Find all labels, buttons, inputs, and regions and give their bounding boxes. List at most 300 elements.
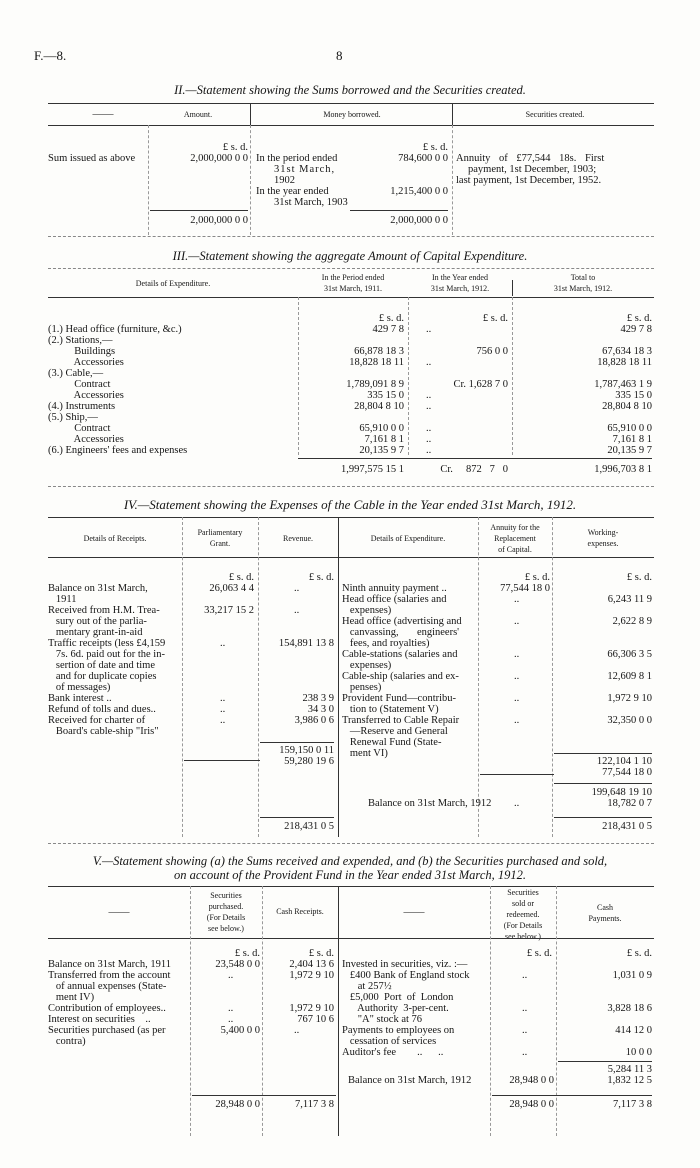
col-divider <box>452 103 453 125</box>
total-to-1912: 1,996,703 8 1 <box>594 464 652 475</box>
value: 154,891 13 8 <box>278 638 334 649</box>
text-line: 31st March, 1912. <box>430 284 490 293</box>
rule <box>192 1095 336 1096</box>
value: 238 3 9 <box>302 693 334 704</box>
text-line: Cash <box>597 903 613 912</box>
label: expenses) <box>342 605 392 616</box>
rule <box>260 817 334 818</box>
value <box>184 671 254 682</box>
value <box>184 649 254 660</box>
text-line: 31st March, 1912. <box>553 284 613 293</box>
rule <box>480 774 554 775</box>
value <box>492 992 552 1003</box>
label: £5,000 Port of London <box>342 992 454 1003</box>
value: 1,031 0 9 <box>612 970 652 981</box>
units: £ s. d. <box>308 948 334 959</box>
label: contra) <box>48 1036 86 1047</box>
cash-receipt-values <box>264 959 334 1047</box>
value <box>512 368 652 379</box>
value <box>184 726 254 737</box>
rule <box>554 783 652 784</box>
value <box>264 992 334 1003</box>
value <box>554 605 652 616</box>
expenditure-labels <box>48 324 298 456</box>
value: 3,986 0 6 <box>294 715 334 726</box>
value: 12,609 8 1 <box>607 671 652 682</box>
money-1902: 784,600 0 0 <box>398 153 448 164</box>
total-cash-receipts: 7,117 3 8 <box>295 1099 334 1110</box>
value: .. <box>514 616 520 627</box>
label: Received from H.M. Trea- <box>48 605 160 616</box>
value: .. <box>426 434 432 445</box>
statement-iii-title: III.—Statement showing the aggregate Amount of Capital Expenditure. <box>172 249 528 263</box>
payments-labels <box>342 959 490 1058</box>
balance-securities: 28,948 0 0 <box>509 1075 554 1086</box>
value: 23,548 0 0 <box>215 959 260 970</box>
value: 34 3 0 <box>307 704 334 715</box>
text-line: In the period ended <box>256 153 338 164</box>
label: 7s. 6d. paid out for the in- <box>48 649 165 660</box>
annuity-values <box>480 583 550 759</box>
value: 429 7 8 <box>372 324 404 335</box>
value <box>480 748 550 759</box>
text-line: Securities <box>210 891 242 900</box>
units: £ s. d. <box>626 948 652 959</box>
label: Securities purchased (as per <box>48 1025 166 1036</box>
value <box>260 594 334 605</box>
units-money: £ s. d. <box>422 142 448 153</box>
value <box>480 660 550 671</box>
value: 66,306 3 5 <box>607 649 652 660</box>
label: Auditor's fee .. .. <box>342 1047 444 1058</box>
value <box>412 335 508 346</box>
value <box>480 638 550 649</box>
working-sum: 199,648 19 10 <box>591 787 652 798</box>
text-line: (For Details <box>503 921 543 930</box>
expenditure-labels <box>342 583 478 759</box>
page-number: 8 <box>336 48 343 63</box>
value <box>480 737 550 748</box>
value: .. <box>228 1003 234 1014</box>
col-header-dash: —— <box>403 907 425 918</box>
value <box>260 671 334 682</box>
col-divider <box>250 125 251 235</box>
value <box>260 682 334 693</box>
value: .. <box>294 583 300 594</box>
value <box>260 660 334 671</box>
label: Accessories <box>48 390 124 401</box>
value: 10 0 0 <box>625 1047 652 1058</box>
rule <box>48 886 654 887</box>
value <box>480 726 550 737</box>
value: 2,404 13 6 <box>289 959 334 970</box>
label: (1.) Head office (furniture, &c.) <box>48 324 182 335</box>
value <box>184 627 254 638</box>
col-divider <box>452 125 453 235</box>
label: Cable-stations (salaries and <box>342 649 458 660</box>
value: 26,063 4 4 <box>209 583 254 594</box>
payments-subtotal: 5,284 11 3 <box>607 1064 652 1075</box>
rule <box>492 1095 652 1096</box>
rule <box>260 742 334 743</box>
col-header-money-borrowed: Money borrowed. <box>323 110 381 119</box>
page-header-ref: F.—8. <box>34 48 67 63</box>
value: .. <box>522 1047 528 1058</box>
text-line: payment, 1st December, 1903; <box>468 164 597 175</box>
col-header-period-1911 <box>298 273 408 295</box>
grant-values <box>184 583 254 737</box>
text-line: Parliamentary <box>197 528 243 537</box>
units: £ s. d. <box>234 948 260 959</box>
value <box>554 660 652 671</box>
col-divider <box>338 886 339 1136</box>
col-header-working <box>552 528 654 550</box>
value: .. <box>514 715 520 726</box>
value <box>260 649 334 660</box>
sold-values <box>492 959 552 1058</box>
value <box>558 959 652 970</box>
value <box>554 704 652 715</box>
value <box>492 1014 552 1025</box>
value: 28,804 8 10 <box>602 401 652 412</box>
value: 32,350 0 0 <box>607 715 652 726</box>
value <box>412 368 508 379</box>
col-header-dash: —— <box>92 109 114 120</box>
label: and for duplicate copies <box>48 671 157 682</box>
text-line: sold or <box>512 899 534 908</box>
col-divider <box>556 886 557 1136</box>
label: Balance on 31st March, <box>48 583 148 594</box>
value <box>512 412 652 423</box>
rule <box>48 938 654 939</box>
text-line: of Capital. <box>498 545 532 554</box>
label: —Reserve and General <box>342 726 448 737</box>
label: mentary grant-in-aid <box>48 627 143 638</box>
col-header-receipts: Details of Receipts. <box>83 534 147 543</box>
label: Authority 3-per-cent. <box>342 1003 449 1014</box>
value <box>192 992 260 1003</box>
value: 1,972 9 10 <box>289 1003 334 1014</box>
label: fees, and royalties) <box>342 638 430 649</box>
value: 7,161 8 1 <box>364 434 404 445</box>
col-period-1911-values <box>298 324 404 456</box>
label: Contribution of employees.. <box>48 1003 166 1014</box>
value: .. <box>220 704 226 715</box>
units: £ s. d. <box>626 313 652 324</box>
value: 414 12 0 <box>615 1025 652 1036</box>
label: Invested in securities, viz. :— <box>342 959 468 970</box>
money-total: 2,000,000 0 0 <box>390 215 448 226</box>
label: (6.) Engineers' fees and expenses <box>48 445 188 456</box>
receipts-labels <box>48 583 182 737</box>
col-header-amount: Amount. <box>183 110 213 119</box>
units-amount: £ s. d. <box>222 142 248 153</box>
value: 3,828 18 6 <box>607 1003 652 1014</box>
securities-created-text <box>456 153 604 186</box>
rule <box>48 517 654 518</box>
value: 77,544 18 0 <box>500 583 550 594</box>
value <box>558 992 652 1003</box>
value <box>554 682 652 693</box>
label: 1911 <box>48 594 77 605</box>
label: of annual expenses (State- <box>48 981 167 992</box>
text-line: In the Period ended <box>321 273 385 282</box>
value: 5,400 0 0 <box>220 1025 260 1036</box>
total-purchased: 28,948 0 0 <box>215 1099 260 1110</box>
revenue-subtotal: 159,150 0 11 <box>279 745 334 756</box>
label: tion to (Statement V) <box>342 704 439 715</box>
label: Renewal Fund (State- <box>342 737 442 748</box>
value: 65,910 0 0 <box>359 423 404 434</box>
value: 33,217 15 2 <box>204 605 254 616</box>
value: .. <box>426 390 432 401</box>
value <box>184 594 254 605</box>
value: 2,622 8 9 <box>612 616 652 627</box>
label: Payments to employees on <box>342 1025 455 1036</box>
label: Head office (advertising and <box>342 616 462 627</box>
label: Accessories <box>48 357 124 368</box>
value <box>554 627 652 638</box>
col-header-cash-payments <box>556 903 654 925</box>
text-line: (For Details <box>206 913 246 922</box>
label: Transferred from the account <box>48 970 171 981</box>
value <box>264 981 334 992</box>
value: Cr. 1,628 7 0 <box>453 379 508 390</box>
working-annuity: 77,544 18 0 <box>602 767 652 778</box>
col-header-expenditure: Details of Expenditure. <box>370 534 446 543</box>
money-1903: 1,215,400 0 0 <box>390 186 448 197</box>
text-line: redeemed. <box>506 910 540 919</box>
col-year-1912-values <box>412 324 508 456</box>
value: .. <box>514 693 520 704</box>
value: .. <box>228 970 234 981</box>
label: canvassing, engineers' <box>342 627 460 638</box>
text-line: expenses. <box>587 539 619 548</box>
value <box>512 335 652 346</box>
value: 335 15 0 <box>367 390 404 401</box>
working-total: 218,431 0 5 <box>602 821 652 832</box>
label: Buildings <box>48 346 116 357</box>
value: .. <box>426 401 432 412</box>
value <box>480 704 550 715</box>
balance-dots: .. <box>514 798 520 809</box>
col-total-1912-values <box>512 324 652 456</box>
label: Contract <box>48 379 111 390</box>
units: £ s. d. <box>378 313 404 324</box>
value: .. <box>294 605 300 616</box>
text-line: Grant. <box>209 539 231 548</box>
value <box>554 638 652 649</box>
text-line: Annuity for the <box>490 523 540 532</box>
total-period-1911: 1,997,575 15 1 <box>341 464 404 475</box>
value: .. <box>514 671 520 682</box>
value: 65,910 0 0 <box>607 423 652 434</box>
value <box>260 627 334 638</box>
value: .. <box>426 357 432 368</box>
working-values <box>554 594 652 726</box>
col-header-year-1912 <box>408 273 512 295</box>
col-divider <box>338 517 339 837</box>
rule <box>48 268 654 269</box>
text-line: 31st March, 1911. <box>324 284 382 293</box>
value: .. <box>426 324 432 335</box>
rule <box>558 1061 652 1062</box>
rule <box>48 486 654 487</box>
period-1902 <box>256 153 348 208</box>
label: sertion of date and time <box>48 660 156 671</box>
receipts-labels <box>48 959 190 1047</box>
label: (4.) Instruments <box>48 401 116 412</box>
rule <box>48 557 654 558</box>
label: of messages) <box>48 682 111 693</box>
col-header-securities-sold <box>490 888 556 943</box>
value: 1,972 9 10 <box>607 693 652 704</box>
balance-1912-label: Balance on 31st March, 1912 <box>348 1075 472 1086</box>
amount-total: 2,000,000 0 0 <box>190 215 248 226</box>
rule <box>184 760 260 761</box>
value <box>412 412 508 423</box>
value: .. <box>514 594 520 605</box>
revenue-values <box>260 583 334 737</box>
col-divider <box>148 125 149 235</box>
value: .. <box>220 693 226 704</box>
text-line: see below.) <box>505 932 541 941</box>
col-divider <box>250 103 251 125</box>
value <box>298 368 404 379</box>
label: (3.) Cable,— <box>48 368 104 379</box>
units: £ s. d. <box>482 313 508 324</box>
value: 756 0 0 <box>476 346 508 357</box>
value: .. <box>228 1014 234 1025</box>
total-sold: 28,948 0 0 <box>509 1099 554 1110</box>
col-divider <box>478 517 479 837</box>
value: .. <box>426 445 432 456</box>
rule <box>48 236 654 237</box>
value <box>492 1036 552 1047</box>
units: £ s. d. <box>626 572 652 583</box>
col-header-details: Details of Expenditure. <box>135 279 211 288</box>
balance-1912-value: 18,782 0 7 <box>607 798 652 809</box>
value <box>558 981 652 992</box>
value: 335 15 0 <box>615 390 652 401</box>
value: .. <box>522 970 528 981</box>
label: penses) <box>342 682 382 693</box>
value: 7,161 8 1 <box>612 434 652 445</box>
col-divider <box>258 517 259 837</box>
total-payments: 7,117 3 8 <box>613 1099 652 1110</box>
purchased-values <box>192 959 260 1047</box>
value <box>184 660 254 671</box>
value <box>260 726 334 737</box>
rule <box>48 125 654 126</box>
label: "A" stock at 76 <box>342 1014 423 1025</box>
rule <box>554 753 652 754</box>
label: Cable-ship (salaries and ex- <box>342 671 459 682</box>
col-header-grant <box>182 528 258 550</box>
label: Bank interest .. <box>48 693 112 704</box>
label: Interest on securities .. <box>48 1014 151 1025</box>
text-line: 31st March, 1903 <box>274 197 348 208</box>
revenue-total: 218,431 0 5 <box>284 821 334 832</box>
text-line: Working- <box>587 528 619 537</box>
rule <box>48 103 654 104</box>
value <box>558 1014 652 1025</box>
value: .. <box>522 1003 528 1014</box>
label: at 257½ <box>342 981 392 992</box>
text-line: Annuity of £77,544 18s. First <box>456 153 605 164</box>
rule <box>48 297 654 298</box>
value: 66,878 18 3 <box>354 346 404 357</box>
label: Refund of tolls and dues.. <box>48 704 156 715</box>
value <box>192 1036 260 1047</box>
text-line: last payment, 1st December, 1952. <box>456 175 602 186</box>
text-line: 1902 <box>274 175 295 186</box>
label: expenses) <box>342 660 392 671</box>
text-line: purchased. <box>208 902 244 911</box>
value: 18,828 18 11 <box>349 357 404 368</box>
col-header-annuity <box>478 523 552 556</box>
value: 429 7 8 <box>620 324 652 335</box>
value: .. <box>514 649 520 660</box>
statement-ii-title: II.—Statement showing the Sums borrowed and the Securities created. <box>174 83 526 97</box>
col-header-cash-receipts: Cash Receipts. <box>276 907 324 916</box>
value: 20,135 9 7 <box>607 445 652 456</box>
value <box>260 616 334 627</box>
value <box>558 1036 652 1047</box>
units: £ s. d. <box>308 572 334 583</box>
value: 767 10 6 <box>297 1014 334 1025</box>
units: £ s. d. <box>228 572 254 583</box>
working-subtotal: 122,104 1 10 <box>596 756 652 767</box>
label: Ninth annuity payment .. <box>342 583 447 594</box>
units: £ s. d. <box>526 948 552 959</box>
total-year-1912: Cr. 872 7 0 <box>440 464 508 475</box>
label: cessation of services <box>342 1036 437 1047</box>
statement-iv-title: IV.—Statement showing the Expenses of the Cable in the Year ended 31st March, 1912. <box>123 497 577 512</box>
value <box>192 981 260 992</box>
text-line: Replacement <box>494 534 536 543</box>
value: .. <box>522 1025 528 1036</box>
label: Accessories <box>48 434 124 445</box>
label: (5.) Ship,— <box>48 412 98 423</box>
col-divider <box>182 517 183 837</box>
value <box>298 412 404 423</box>
value <box>264 1036 334 1047</box>
value: 1,972 9 10 <box>289 970 334 981</box>
col-header-revenue: Revenue. <box>283 534 313 543</box>
rule <box>150 210 248 211</box>
label: £400 Bank of England stock <box>342 970 470 981</box>
text-line: In the year ended <box>256 186 329 197</box>
text-line: Total to <box>570 273 596 282</box>
units: £ s. d. <box>524 572 550 583</box>
label: ment VI) <box>342 748 388 759</box>
payment-values <box>558 959 652 1058</box>
label: Received for charter of <box>48 715 146 726</box>
value: 28,804 8 10 <box>354 401 404 412</box>
value: .. <box>294 1025 300 1036</box>
value: .. <box>220 715 226 726</box>
value <box>480 605 550 616</box>
text-line: Payments. <box>588 914 622 923</box>
value <box>298 335 404 346</box>
value: .. <box>220 638 226 649</box>
value: 67,634 18 3 <box>602 346 652 357</box>
statement-v-title-line1: V.—Statement showing (a) the Sums received and expended, and (b) the Securities purchased and sold, <box>92 854 608 868</box>
label: Balance on 31st March, 1911 <box>48 959 171 970</box>
value: 20,135 9 7 <box>359 445 404 456</box>
col-header-securities-created: Securities created. <box>525 110 585 119</box>
